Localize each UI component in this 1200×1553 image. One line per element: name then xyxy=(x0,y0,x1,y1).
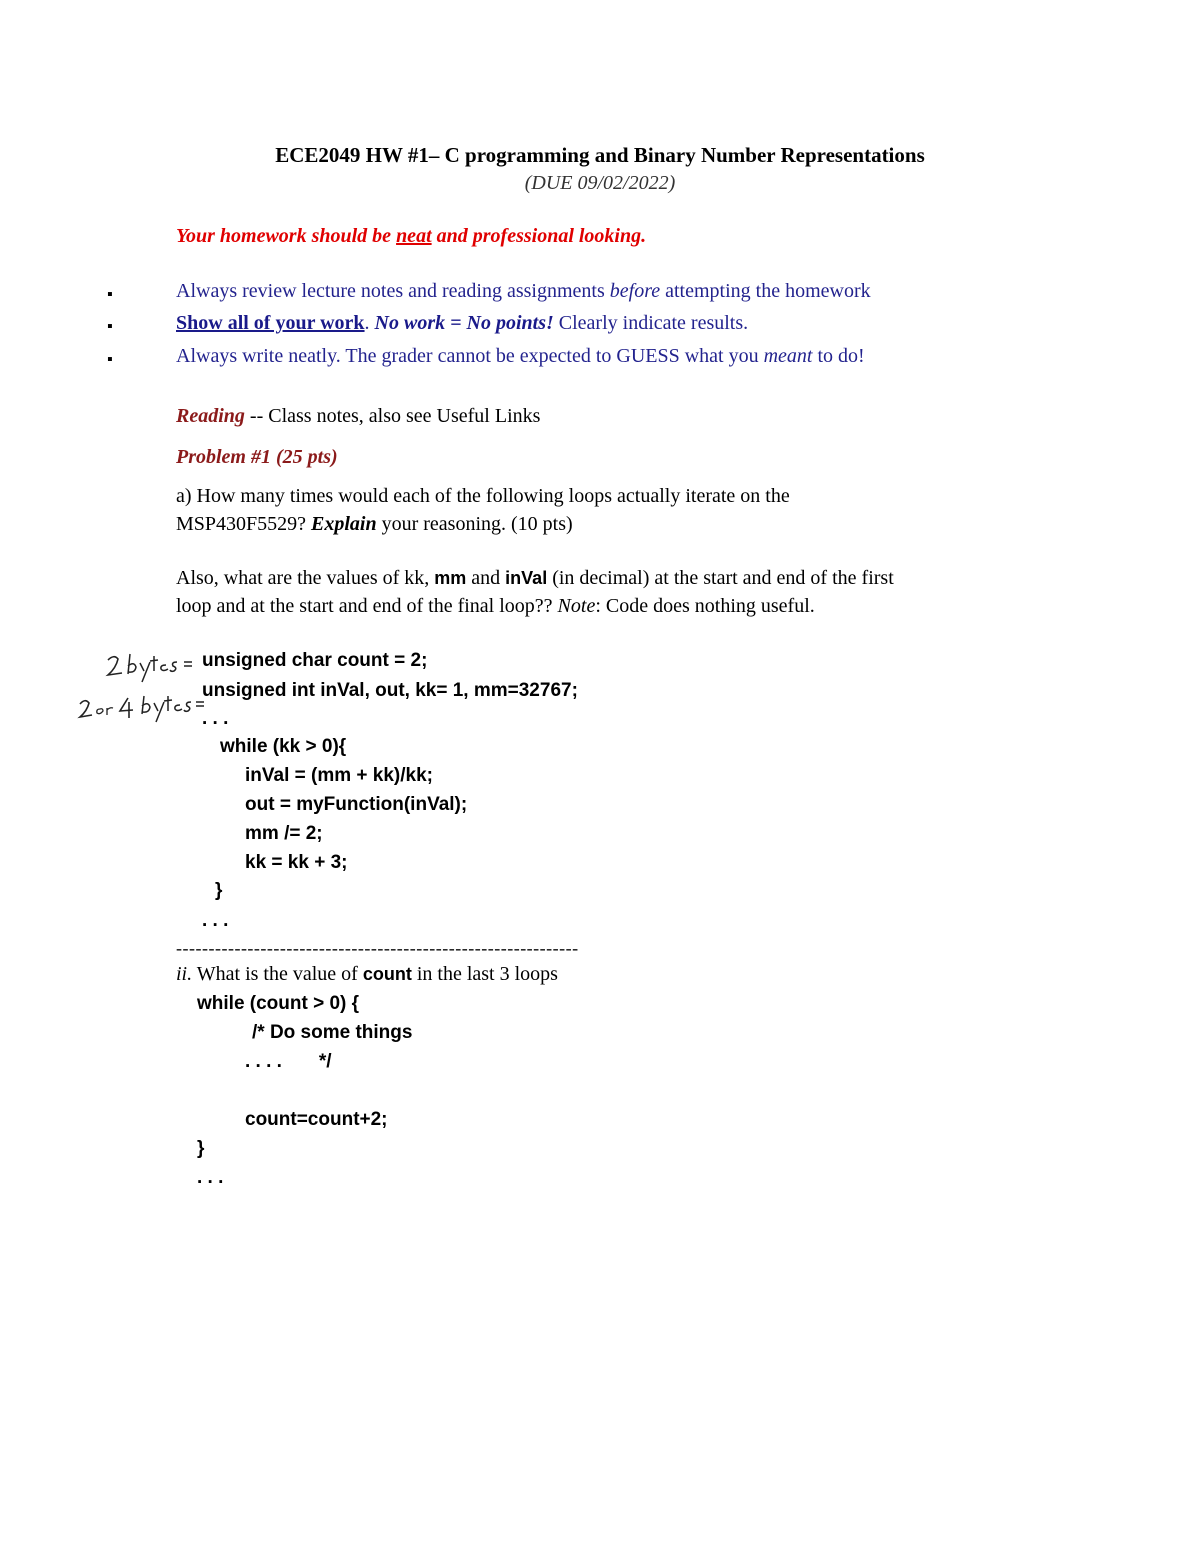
reading-line: Reading -- Class notes, also see Useful Links xyxy=(176,405,541,427)
problem-heading: Problem #1 (25 pts) xyxy=(176,446,338,468)
code-line: kk = kk + 3; xyxy=(245,852,348,873)
bullet-marker: ▪ xyxy=(107,286,113,303)
part-ii-question: ii. What is the value of count in the last 3 loops xyxy=(176,963,558,985)
separator-line: -------------------------------------------------------------- xyxy=(176,938,579,958)
handwritten-2-bytes xyxy=(100,648,195,684)
code-line: . . . xyxy=(202,708,229,729)
bullet-show-work: Show all of your work. No work = No points! Clearly indicate results. xyxy=(176,312,749,334)
neatness-note: Your homework should be neat and professional looking. xyxy=(176,225,647,247)
code-line: out = myFunction(inVal); xyxy=(245,794,468,815)
also-question: Also, what are the values of kk, mm and inVal (in decimal) at the start and end of the first loop and at the start and end of the final loop?? Note: Code does nothing useful. xyxy=(176,567,894,617)
due-date: (DUE 09/02/2022) xyxy=(524,172,676,194)
code-line: } xyxy=(215,880,223,901)
code-line: while (count > 0) { xyxy=(197,993,360,1014)
part-a-question: a) How many times would each of the following loops actually iterate on the MSP430F5529? Explain your reasoning. (10 pts) xyxy=(176,485,790,535)
code-line: count=count+2; xyxy=(245,1109,388,1130)
code-line: unsigned int inVal, out, kk= 1, mm=32767; xyxy=(202,680,578,701)
code-line: mm /= 2; xyxy=(245,823,323,844)
code-line: } xyxy=(197,1138,205,1159)
bullet-marker: ▪ xyxy=(107,351,113,368)
code-line: . . . xyxy=(197,1167,224,1188)
code-line: . . . . */ xyxy=(245,1051,332,1072)
code-line: inVal = (mm + kk)/kk; xyxy=(245,765,433,786)
code-line: . . . xyxy=(202,910,229,931)
page-title: ECE2049 HW #1– C programming and Binary Number Representations xyxy=(275,143,925,167)
bullet-marker: ▪ xyxy=(107,318,113,335)
code-line: /* Do some things xyxy=(252,1022,413,1043)
handwritten-2-or-4-bytes xyxy=(76,690,206,726)
neat-underlined: neat xyxy=(396,225,432,247)
code-line: while (kk > 0){ xyxy=(220,736,347,757)
bullet-review-notes: Always review lecture notes and reading assignments before attempting the homework xyxy=(176,280,871,302)
bullet-write-neatly: Always write neatly. The grader cannot be expected to GUESS what you meant to do! xyxy=(176,345,865,367)
code-line: unsigned char count = 2; xyxy=(202,650,428,671)
